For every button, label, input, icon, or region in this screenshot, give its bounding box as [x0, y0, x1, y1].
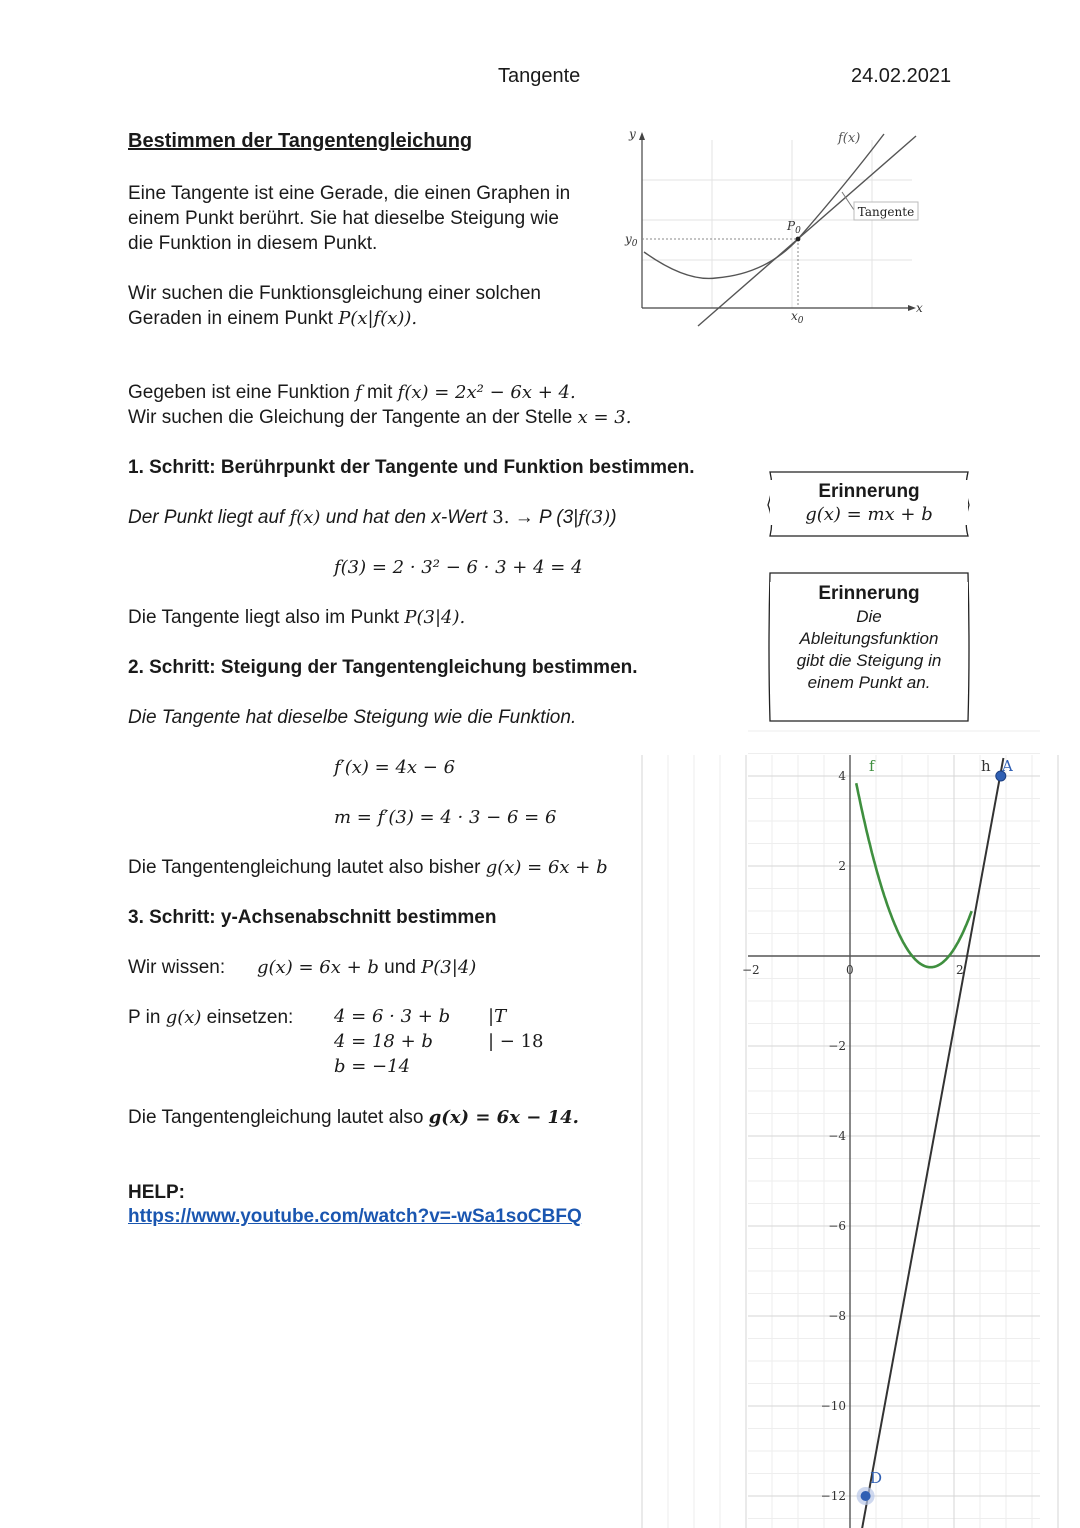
reminder-2-title: Erinnerung [818, 583, 920, 604]
step3-known: g(x) = 6x + b und P(3|4) [257, 957, 477, 978]
tangent-sketch [616, 122, 932, 328]
step1-result: Die Tangente liegt also im Punkt P(3|4). [128, 607, 466, 628]
reminder-2-line-2: Ableitungsfunktion [799, 629, 939, 648]
section-heading: Bestimmen der Tangentengleichung [128, 130, 473, 152]
label-f: f [869, 757, 875, 775]
sketch-p0-sub: 0 [795, 226, 801, 236]
intro-line-4: Wir suchen die Funktionsgleichung einer solchen [128, 283, 541, 304]
step1-title: 1. Schritt: Berührpunkt der Tangente und Funktion bestimmen. [128, 457, 695, 478]
x-tick-label: 2 [956, 963, 964, 977]
label-D: D [870, 1469, 883, 1487]
sketch-tangent-label: Tangente [857, 205, 915, 219]
y-tick-label: 2 [838, 859, 846, 873]
intro-line-3: die Funktion in diesem Punkt. [128, 233, 378, 254]
label-A: A [1002, 757, 1013, 775]
y-tick-label: −4 [828, 1129, 846, 1143]
reminder-box-2 [770, 582, 968, 694]
step3-operation-2: | − 18 [488, 1031, 544, 1052]
step2-slope: m = f′(3) = 4 · 3 − 6 = 6 [334, 807, 557, 828]
step3-equation-1: 4 = 6 · 3 + b [334, 1006, 451, 1027]
y-tick-label: 4 [838, 769, 846, 783]
step3-equation-2: 4 = 18 + b [334, 1031, 433, 1052]
x-tick-label: −2 [742, 963, 760, 977]
given-line-1: Gegeben ist eine Funktion f mit f(x) = 2x² − 6x + 4. [128, 382, 576, 403]
sketch-x0-label: x [791, 309, 798, 323]
step3-known-label: Wir wissen: [128, 957, 226, 978]
intro-line-1: Eine Tangente ist eine Gerade, die einen Graphen in [128, 183, 571, 204]
sketch-fx-label: f(x) [838, 131, 861, 146]
sketch-y0-sub: 0 [631, 239, 638, 249]
step2-title: 2. Schritt: Steigung der Tangentengleichung bestimmen. [128, 657, 638, 678]
svg-text:P0 [786, 219, 801, 236]
sketch-x0-sub: 0 [797, 316, 804, 326]
step1-description: Der Punkt liegt auf f(x) und hat den x-Wert 3. → P (3|f(3)) [128, 507, 617, 528]
step2-description: Die Tangente hat dieselbe Steigung wie die Funktion. [128, 707, 577, 728]
intro-line-5: Geraden in einem Punkt P(x|f(x)). [128, 308, 418, 329]
y-tick-label: −8 [828, 1309, 846, 1323]
step3-equation-3: b = −14 [334, 1056, 411, 1077]
y-tick-label: −6 [828, 1219, 846, 1233]
svg-text:y0 [624, 232, 638, 249]
x-tick-label: 0 [846, 963, 854, 977]
step3-insert-label: P in g(x) einsetzen: [128, 1007, 294, 1028]
given-line-2: Wir suchen die Gleichung der Tangente an der Stelle x = 3. [128, 407, 632, 428]
step3-title: 3. Schritt: y-Achsenabschnitt bestimmen [128, 907, 497, 928]
page-date: 24.02.2021 [851, 65, 952, 87]
tangent-line-h [861, 758, 1003, 1528]
svg-text:x0 [791, 309, 804, 326]
reminder-1-title: Erinnerung [818, 481, 920, 502]
step3-final: Die Tangentengleichung lautet also g(x) = 6x − 14. [128, 1107, 579, 1128]
step3-operation-1: |T [488, 1006, 507, 1027]
point-D[interactable] [861, 1491, 871, 1501]
y-tick-label: −12 [820, 1489, 846, 1503]
step1-calculation: f(3) = 2 · 3² − 6 · 3 + 4 = 4 [334, 557, 583, 578]
step2-result: Die Tangentengleichung lautet also bisher g(x) = 6x + b [128, 857, 608, 878]
sketch-p0-label: P [787, 219, 796, 233]
y-tick-label: −2 [828, 1039, 846, 1053]
reminder-1-formula: g(x) = mx + b [805, 504, 933, 525]
intro-line-2: einem Punkt berührt. Sie hat dieselbe Steigung wie [128, 208, 559, 229]
function-graph [742, 755, 1040, 1528]
help-link[interactable]: https://www.youtube.com/watch?v=-wSa1soCBFQ [128, 1206, 582, 1227]
reminder-2-line-1: Die [856, 607, 882, 626]
reminder-2-line-4: einem Punkt an. [807, 673, 931, 692]
reminder-2-line-3: gibt die Steigung in [796, 651, 942, 670]
page-title: Tangente [498, 65, 581, 87]
sketch-y0-label: y [625, 232, 632, 246]
label-h: h [981, 757, 991, 775]
sketch-y-label: y [629, 127, 636, 141]
sketch-x-label: x [916, 301, 923, 315]
y-tick-label: −10 [820, 1399, 846, 1413]
help-label: HELP: [128, 1182, 185, 1203]
step2-derivative: f′(x) = 4x − 6 [334, 757, 456, 778]
reminder-box-1 [770, 480, 968, 525]
